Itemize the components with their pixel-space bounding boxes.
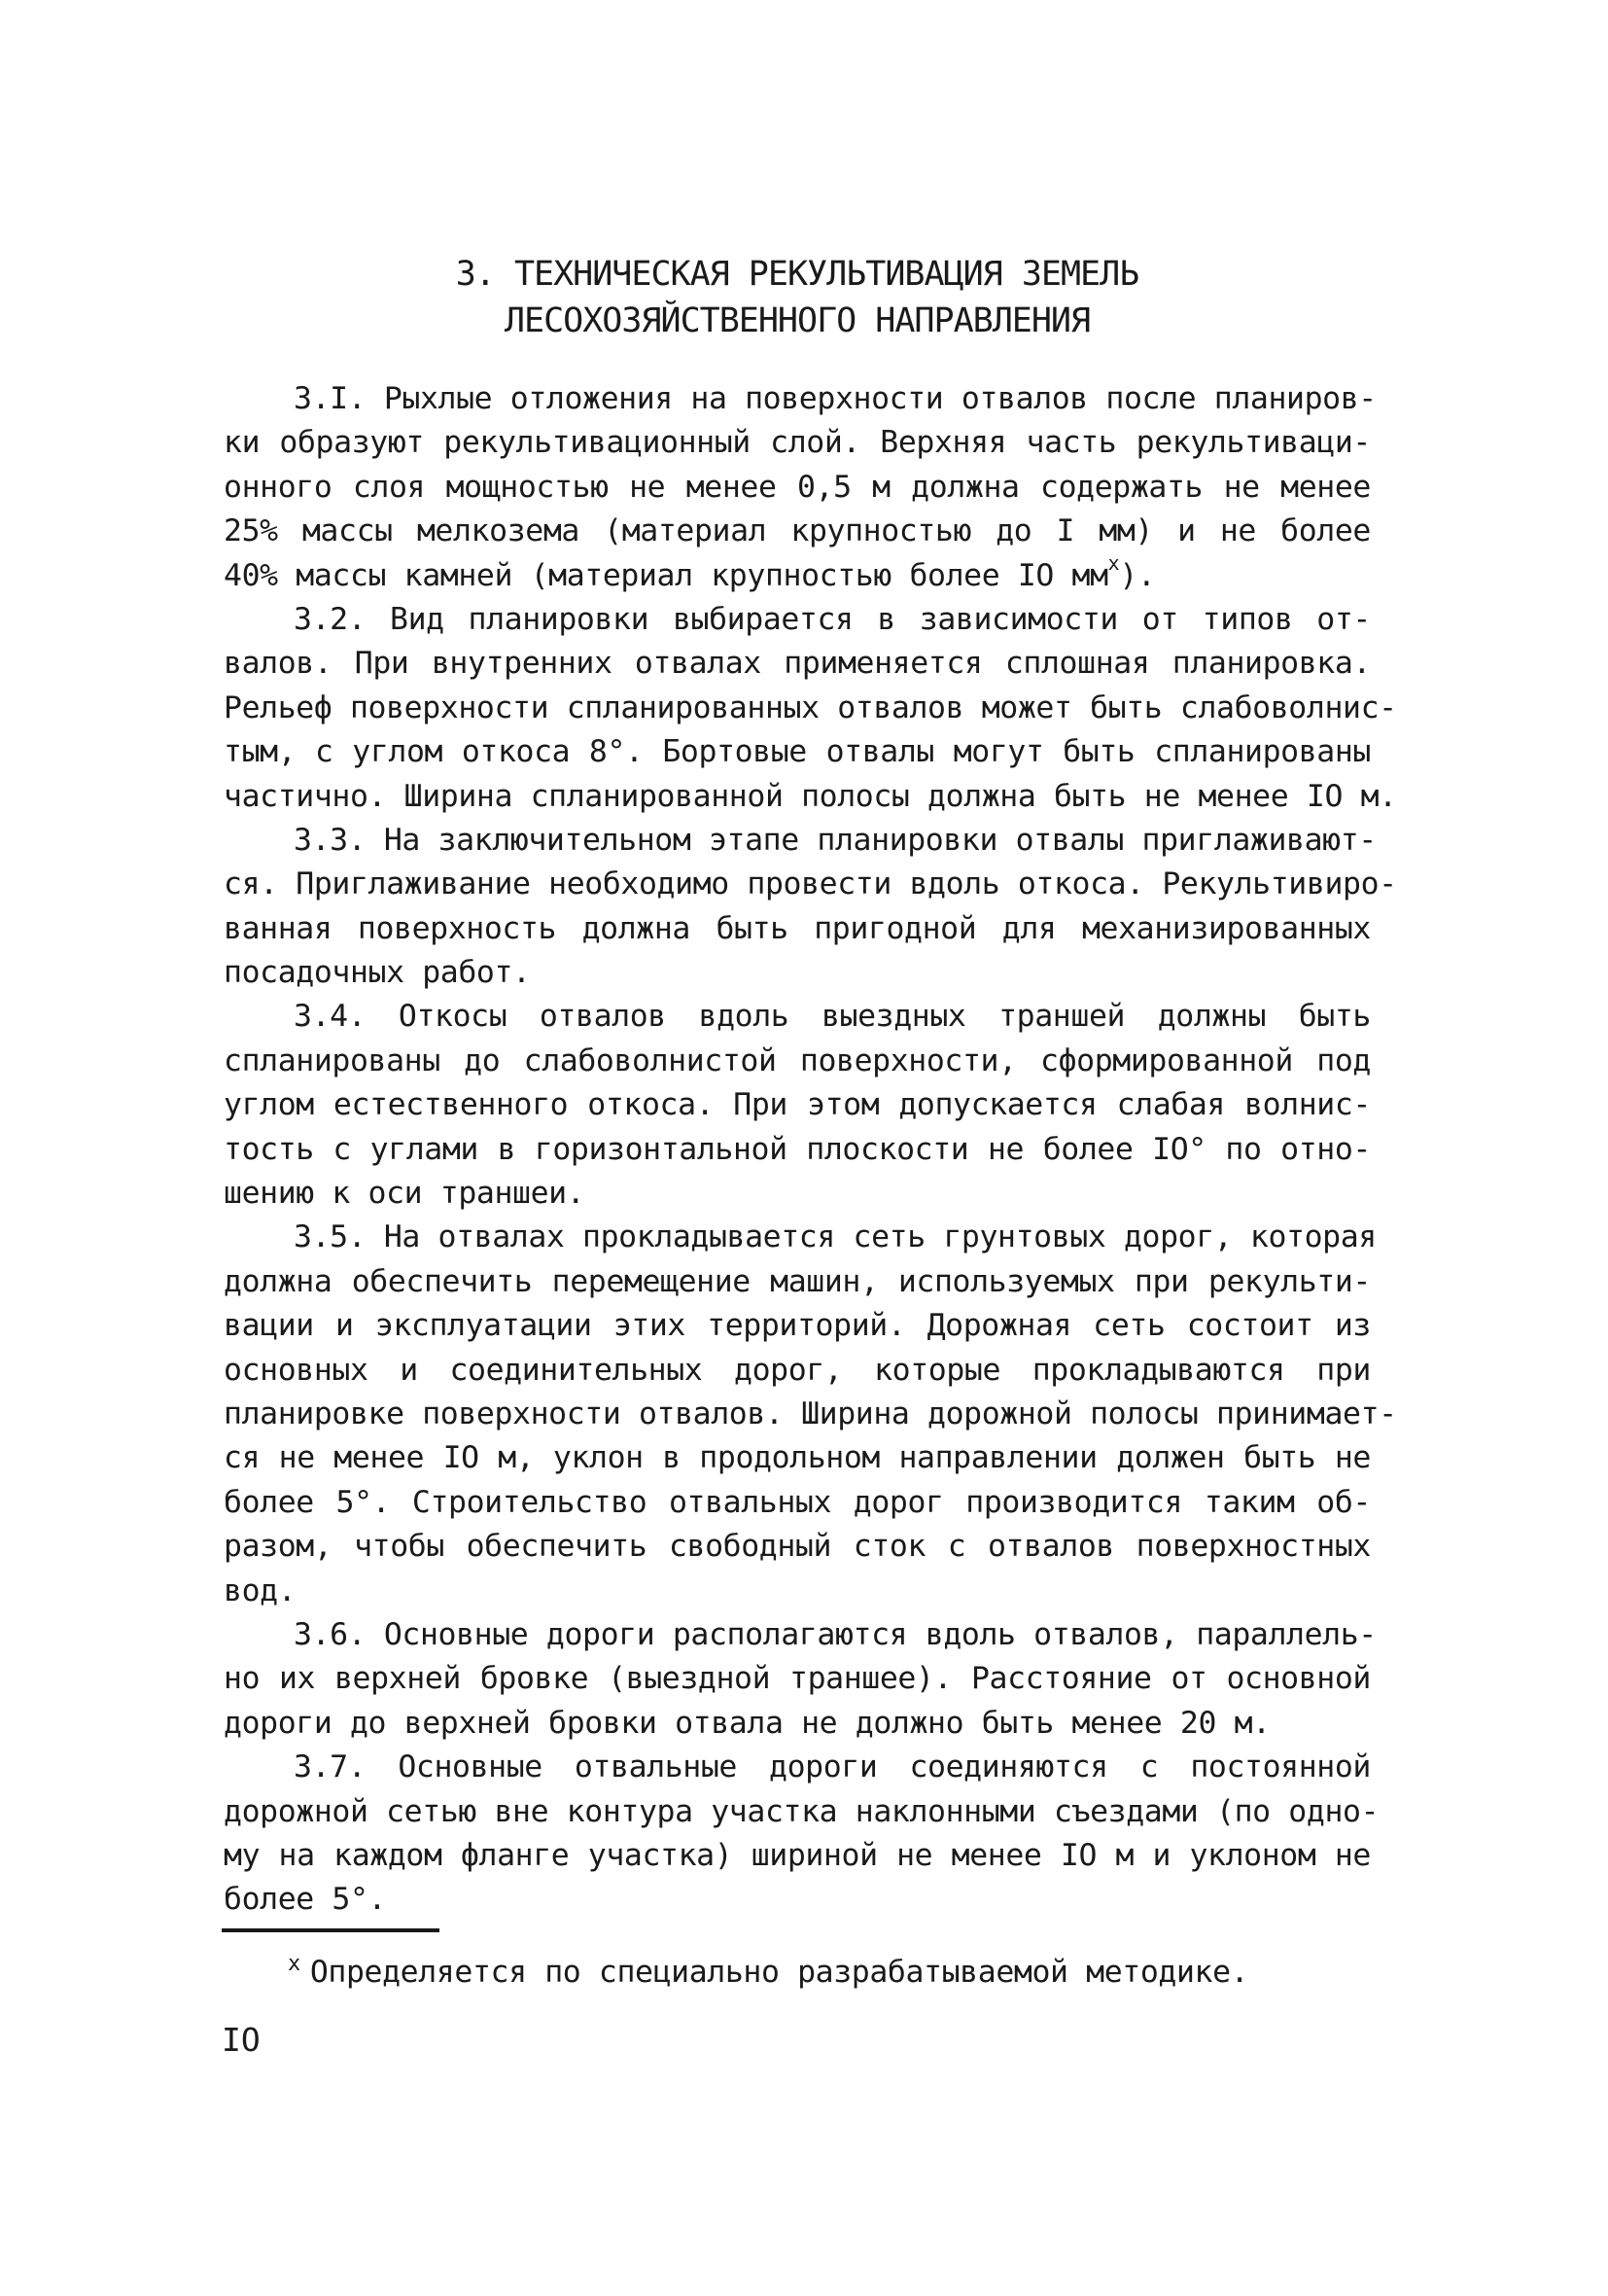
text-line: 25% массы мелкозема (материал крупностью до I мм) и не более xyxy=(224,513,1371,549)
text-line-content: 40% массы камней (материал крупностью более IO мм xyxy=(224,557,1108,593)
text-line: 3.2. Вид планировки выбирается в зависимости от типов от- xyxy=(294,601,1371,637)
text-line: му на каждом фланге участка) шириной не менее IO м и уклоном не xyxy=(224,1837,1371,1873)
text-line: основных и соединительных дорог, которые прокладываются при xyxy=(224,1352,1371,1388)
paragraph-3-7 xyxy=(224,1746,1380,1923)
paragraph-3-6 xyxy=(224,1613,1377,1746)
footnote-separator xyxy=(222,1928,439,1932)
paragraph-3-1 xyxy=(224,377,1377,598)
text-line: шению к оси траншеи. xyxy=(224,1176,585,1212)
paragraph-3-2 xyxy=(224,598,1397,819)
text-line: 3.5. На отвалах прокладывается сеть грунтовых дорог, которая xyxy=(294,1219,1377,1255)
section-body xyxy=(224,377,1397,1923)
text-line: дороги до верхней бровки отвала не должно быть менее 20 м. xyxy=(224,1705,1271,1741)
text-line: 3.3. На заключительном этапе планировки отвалы приглаживают- xyxy=(294,822,1377,858)
text-line: тым, с углом откоса 8°. Бортовые отвалы могут быть спланированы xyxy=(224,734,1371,770)
section-title-line-2: ЛЕСОХОЗЯЙСТВЕННОГО НАПРАВЛЕНИЯ xyxy=(504,301,1091,340)
text-line: ки образуют рекультивационный слой. Верхняя часть рекультиваци- xyxy=(224,425,1371,461)
text-line: вации и эксплуатации этих территорий. Дорожная сеть состоит из xyxy=(224,1308,1371,1344)
text-line: 3.7. Основные отвальные дороги соединяются с постоянной xyxy=(294,1749,1371,1785)
text-line: более 5°. xyxy=(224,1882,387,1918)
footnote-mark: x xyxy=(288,1952,300,1976)
footnote-reference-mark: x xyxy=(1107,551,1120,576)
footnote-text: Определяется по специально разрабатываемой методике. xyxy=(309,1955,1249,1990)
footnote xyxy=(288,1951,1248,1997)
text-line: тость с углами в горизонтальной плоскости не более IO° по отно- xyxy=(224,1131,1371,1167)
page-number: IO xyxy=(222,2021,261,2059)
text-line: разом, чтобы обеспечить свободный сток с отвалов поверхностных xyxy=(224,1529,1371,1565)
text-line: планировке поверхности отвалов. Ширина дорожной полосы принимает- xyxy=(224,1395,1397,1431)
text-line: ся не менее IO м, уклон в продольном направлении должен быть не xyxy=(224,1440,1371,1476)
text-line: ванная поверхность должна быть пригодной для механизированных xyxy=(224,910,1371,946)
text-line: углом естественного откоса. При этом допускается слабая волнис- xyxy=(224,1087,1371,1123)
paragraph-3-5 xyxy=(224,1216,1397,1613)
paragraph-3-3 xyxy=(224,819,1397,996)
text-line: Рельеф поверхности спланированных отвалов может быть слабоволнис- xyxy=(224,689,1397,725)
text-line: онного слоя мощностью не менее 0,5 м должна содержать не менее xyxy=(224,469,1371,505)
text-line: более 5°. Строительство отвальных дорог производится таким об- xyxy=(224,1484,1371,1520)
text-line: должна обеспечить перемещение машин, используемых при рекульти- xyxy=(224,1263,1371,1299)
paragraph-3-4 xyxy=(224,995,1371,1216)
text-line: вод. xyxy=(224,1572,297,1608)
text-line xyxy=(224,551,1371,598)
text-line: дорожной сетью вне контура участка наклонными съездами (по одно- xyxy=(224,1793,1380,1829)
text-line: 3.4. Откосы отвалов вдоль выездных траншей должны быть xyxy=(294,999,1371,1035)
text-line-tail: ). xyxy=(1119,557,1156,593)
text-line: 3.6. Основные дороги располагаются вдоль отвалов, параллель- xyxy=(294,1616,1377,1652)
text-line: ся. Приглаживание необходимо провести вдоль откоса. Рекультивиро- xyxy=(224,866,1397,902)
section-title xyxy=(224,251,1371,344)
text-line: валов. При внутренних отвалах применяется сплошная планировка. xyxy=(224,646,1371,682)
text-line: но их верхней бровке (выездной траншее). Расстояние от основной xyxy=(224,1661,1371,1697)
section-title-line-1: 3. ТЕХНИЧЕСКАЯ РЕКУЛЬТИВАЦИЯ ЗЕМЕЛЬ xyxy=(455,255,1139,294)
text-line: 3.I. Рыхлые отложения на поверхности отвалов после планиров- xyxy=(294,381,1377,416)
text-line: частично. Ширина спланированной полосы должна быть не менее IO м. xyxy=(224,778,1397,814)
text-line: посадочных работ. xyxy=(224,955,531,991)
text-line: спланированы до слабоволнистой поверхности, сформированной под xyxy=(224,1042,1371,1078)
